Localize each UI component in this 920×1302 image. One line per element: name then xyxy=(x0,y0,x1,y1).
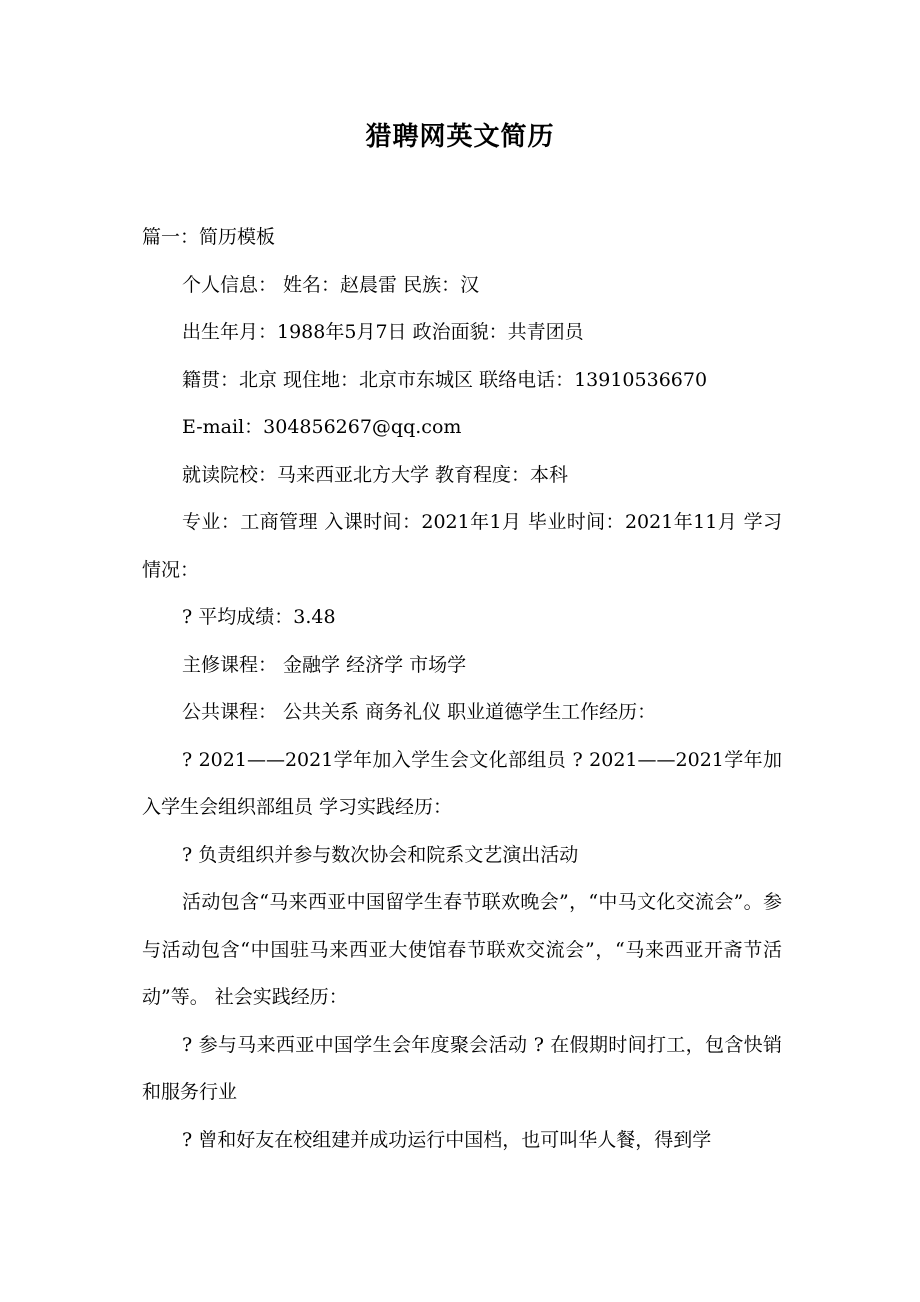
document-title: 猎聘网英文简历 xyxy=(365,122,555,152)
public-courses-line: 公共课程： 公共关系 商务礼仪 职业道德学生工作经历： xyxy=(182,701,657,723)
student-work-paragraph: ? 2021——2021学年加入学生会文化部组员 ? 2021——2021学年加入学生会组织部组员 学习实践经历： xyxy=(142,748,782,818)
email-line: E-mail：304856267@qq.com xyxy=(182,416,462,438)
major-dates-line: 专业：工商管理 入课时间：2021年1月 毕业时间：2021年11月 学习情况： xyxy=(142,511,782,581)
practice-bullet-line: ? 负责组织并参与数次协会和院系文艺演出活动 xyxy=(182,843,579,866)
social-practice-paragraph: ? 参与马来西亚中国学生会年度聚会活动 ? 在假期时间打工，包含快销和服务行业 xyxy=(142,1033,782,1103)
birth-politics-line: 出生年月：1988年5月7日 政治面貌：共青团员 xyxy=(182,321,584,343)
school-education-line: 就读院校：马来西亚北方大学 教育程度：本科 xyxy=(182,463,569,486)
document-body xyxy=(142,214,782,1164)
major-courses-line: 主修课程： 金融学 经济学 市场学 xyxy=(182,653,467,676)
gpa-line: ? 平均成绩：3.48 xyxy=(182,606,336,628)
restaurant-paragraph: ? 曾和好友在校组建并成功运行中国档，也可叫华人餐，得到学 xyxy=(182,1128,712,1151)
section-heading: 篇一：简历模板 xyxy=(142,226,276,248)
hometown-contact-line: 籍贯：北京 现住地：北京市东城区 联络电话：13910536670 xyxy=(182,368,708,391)
activities-paragraph: 活动包含“马来西亚中国留学生春节联欢晚会”，“中马文化交流会”。参与活动包含“中国驻马来西亚大使馆春节联欢交流会”，“马来西亚开斋节活动”等。 社会实践经历： xyxy=(142,891,782,1008)
personal-info-line: 个人信息： 姓名：赵晨雷 民族：汉 xyxy=(182,273,480,296)
